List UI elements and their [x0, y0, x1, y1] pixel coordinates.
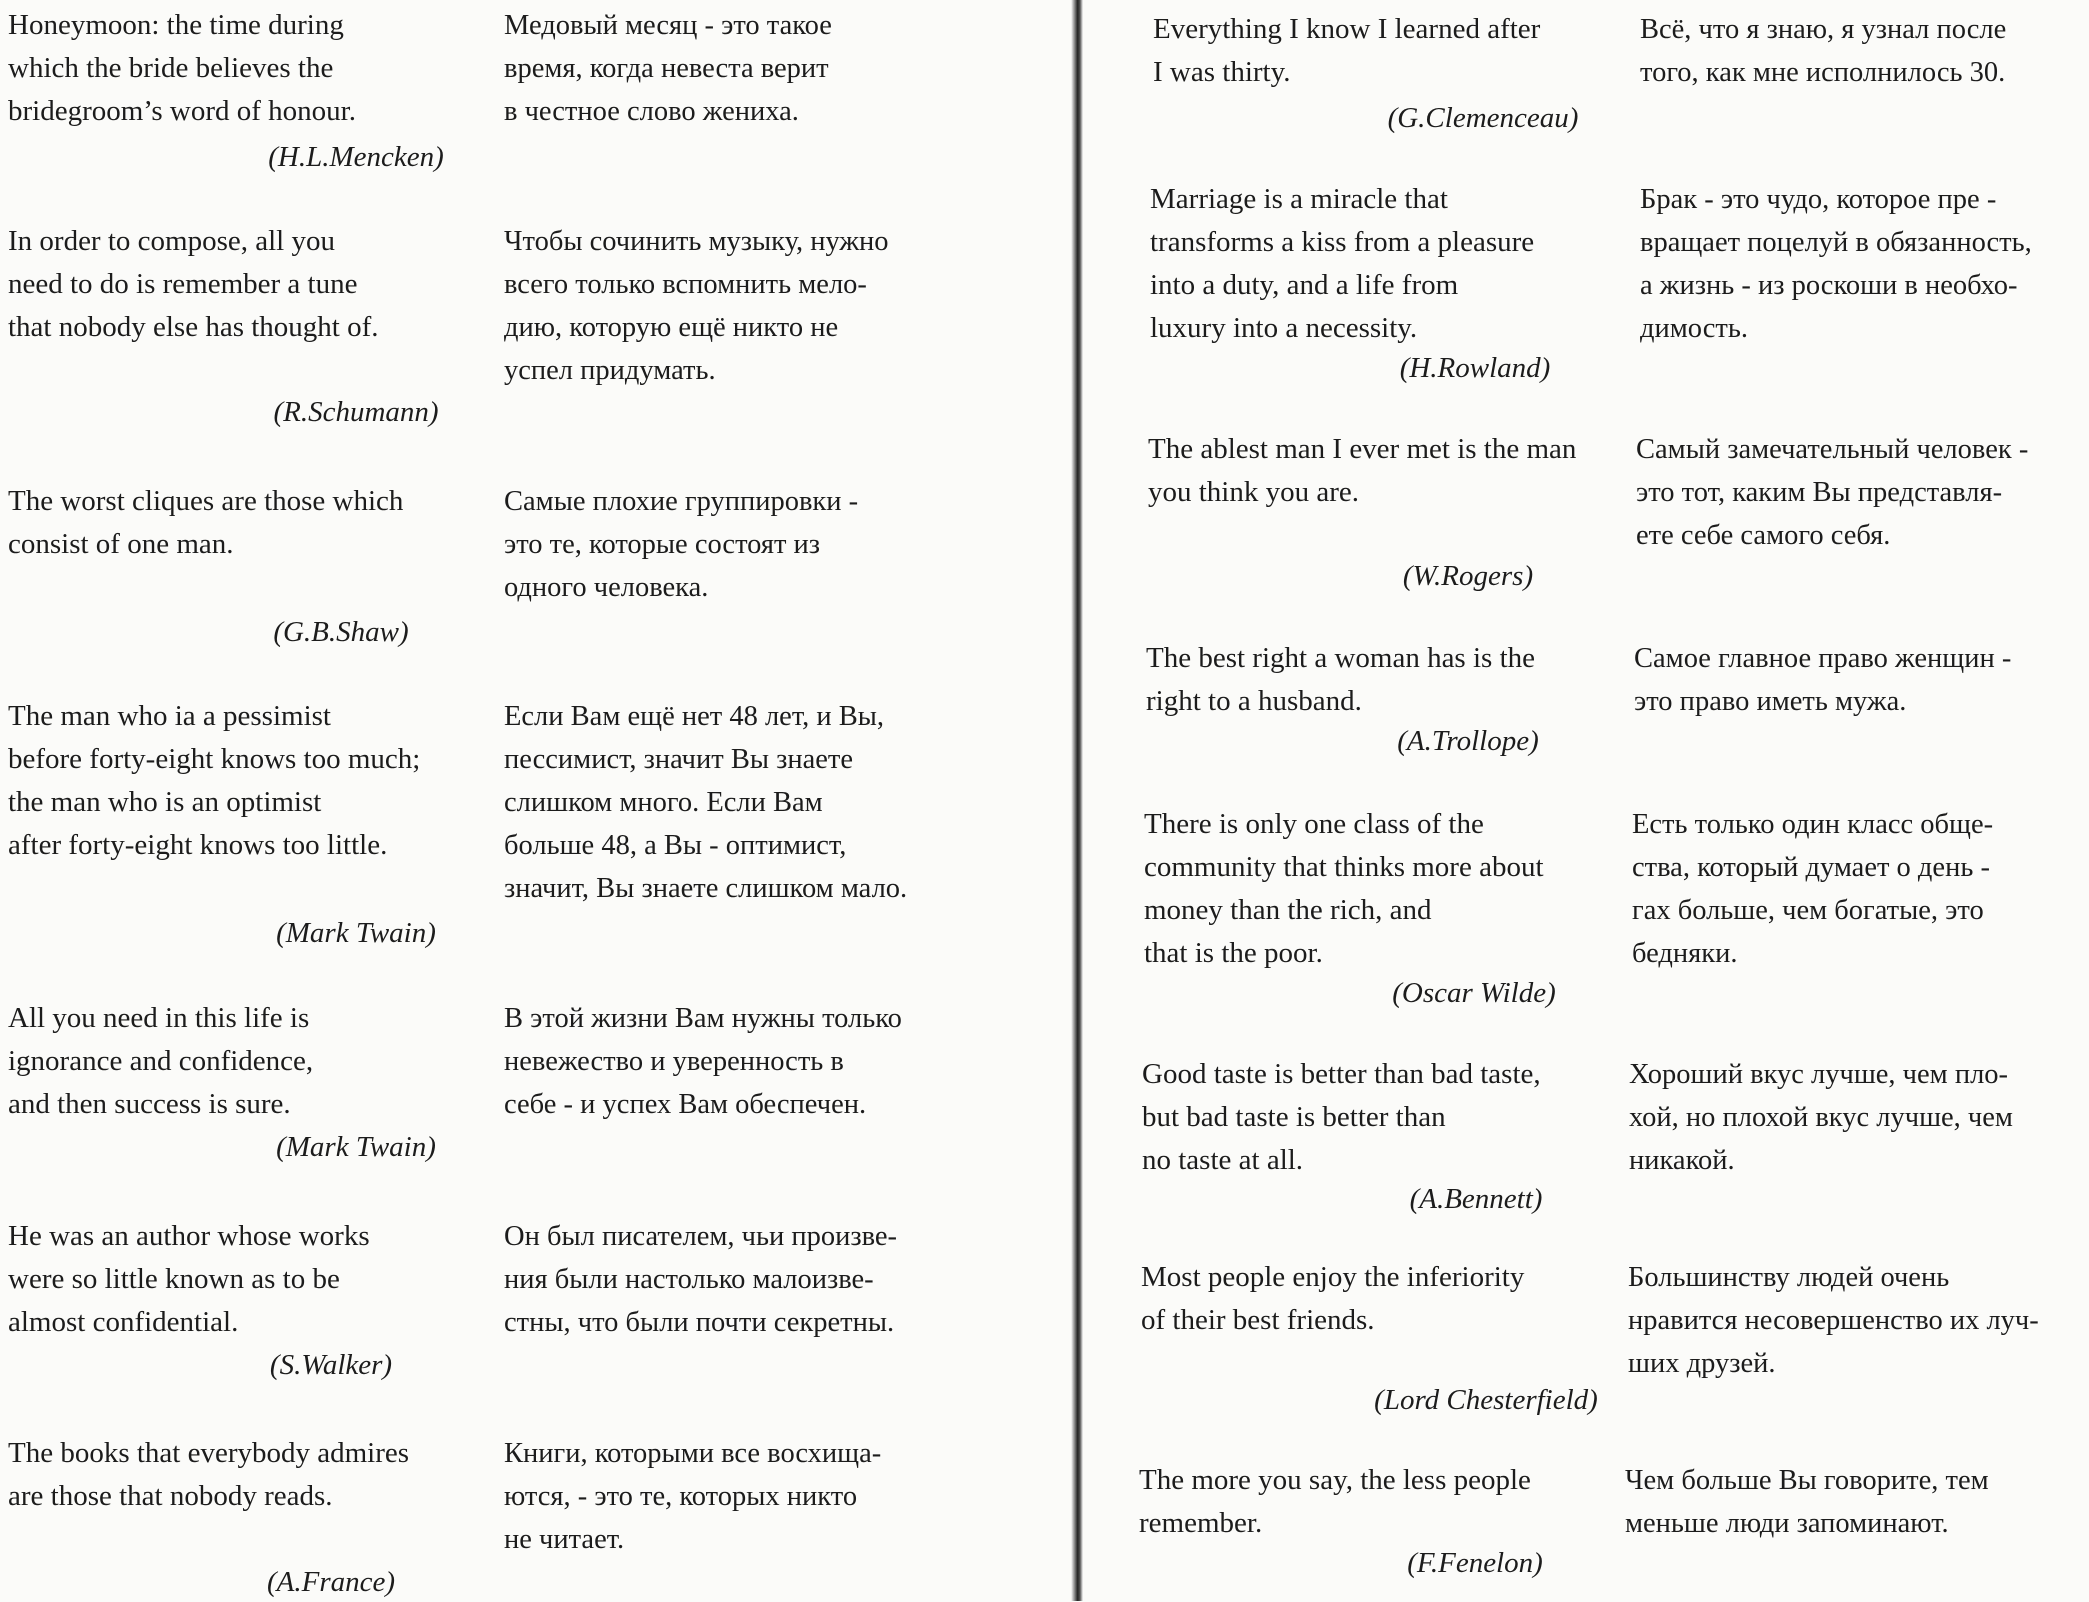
- english-quote: Marriage is a miracle that transforms a kiss from a pleasure into a duty, and a life from luxury into a necessity.: [1150, 183, 1535, 344]
- russian-translation: Он был писателем, чьи произве- ния были настолько малоизве- стны, что были почти секретны.: [504, 1221, 898, 1338]
- quote-author: (A.Bennett): [1409, 1183, 1543, 1215]
- russian-translation: Есть только один класс обще- ства, который думает о день - гах больше, чем богатые, это бедняки.: [1632, 809, 1994, 969]
- english-quote: The best right a woman has is the right to a husband.: [1146, 642, 1535, 717]
- book-spine: [1071, 0, 1083, 1601]
- russian-translation: Медовый месяц - это такое время, когда невеста верит в честное слово жениха.: [504, 10, 832, 127]
- english-quote: Most people enjoy the inferiority of their best friends.: [1141, 1261, 1525, 1336]
- english-quote: Good taste is better than bad taste, but bad taste is better than no taste at all.: [1142, 1058, 1541, 1176]
- russian-translation: Чтобы сочинить музыку, нужно всего только вспомнить мело- дию, которую ещё никто не успел придумать.: [504, 226, 889, 386]
- quote-author: (Lord Chesterfield): [1374, 1384, 1598, 1416]
- english-quote: There is only one class of the community that thinks more about money than the rich, and that is the poor.: [1144, 808, 1544, 969]
- english-quote: All you need in this life is ignorance and confidence, and then success is sure.: [8, 1002, 314, 1120]
- english-quote: The more you say, the less people remember.: [1139, 1464, 1531, 1539]
- quote-author: (Oscar Wilde): [1392, 977, 1556, 1009]
- quote-author: (Mark Twain): [276, 1131, 436, 1163]
- russian-translation: Большинству людей очень нравится несовершенство их луч- ших друзей.: [1628, 1262, 2039, 1379]
- russian-translation: Если Вам ещё нет 48 лет, и Вы, пессимист, значит Вы знаете слишком много. Если Вам больше 48, а Вы - оптимист, значит, Вы знаете слишком мало.: [504, 701, 908, 904]
- quote-author: (S.Walker): [269, 1349, 393, 1381]
- quote-author: (G.Clemenceau): [1387, 102, 1579, 134]
- russian-translation: Всё, что я знаю, я узнал после того, как мне исполнилось 30.: [1640, 14, 2007, 88]
- english-quote: The ablest man I ever met is the man you think you are.: [1148, 433, 1577, 508]
- english-quote: Honeymoon: the time during which the bride believes the bridegroom’s word of honour.: [8, 9, 356, 127]
- english-quote: The worst cliques are those which consist of one man.: [8, 485, 404, 560]
- quote-author: (A.Trollope): [1397, 725, 1539, 757]
- english-quote: In order to compose, all you need to do is remember a tune that nobody else has thought of.: [8, 225, 379, 343]
- quote-author: (F.Fenelon): [1407, 1547, 1543, 1579]
- english-quote: The books that everybody admires are those that nobody reads.: [8, 1437, 410, 1512]
- russian-translation: Чем больше Вы говорите, тем меньше люди запоминают.: [1625, 1465, 1989, 1539]
- quote-author: (H.Rowland): [1399, 352, 1551, 384]
- russian-translation: Хороший вкус лучше, чем пло- хой, но плохой вкус лучше, чем никакой.: [1629, 1059, 2013, 1176]
- english-quote: The man who ia a pessimist before forty-eight knows too much; the man who is an optimist after forty-eight knows too little.: [8, 700, 421, 861]
- russian-translation: Книги, которыми все восхища- ются, - это те, которых никто не читает.: [504, 1438, 882, 1555]
- russian-translation: Брак - это чудо, которое пре - вращает поцелуй в обязанность, а жизнь - из роскоши в необхо- димость.: [1640, 184, 2032, 344]
- russian-translation: Самый замечательный человек - это тот, каким Вы представля- ете себе самого себя.: [1636, 434, 2029, 551]
- quote-author: (R.Schumann): [273, 396, 439, 428]
- quote-author: (H.L.Mencken): [268, 141, 444, 173]
- english-quote: Everything I know I learned after I was thirty.: [1153, 13, 1541, 88]
- russian-translation: Самые плохие группировки - это те, которые состоят из одного человека.: [504, 486, 859, 603]
- english-quote: He was an author whose works were so little known as to be almost confidential.: [8, 1220, 370, 1338]
- quote-author: (G.B.Shaw): [273, 616, 409, 648]
- russian-translation: Самое главное право женщин - это право иметь мужа.: [1634, 643, 2012, 717]
- quote-author: (A.France): [266, 1566, 396, 1598]
- quote-author: (Mark Twain): [276, 917, 436, 949]
- russian-translation: В этой жизни Вам нужны только невежество и уверенность в себе - и успех Вам обеспечен.: [504, 1003, 902, 1120]
- quote-author: (W.Rogers): [1402, 560, 1534, 592]
